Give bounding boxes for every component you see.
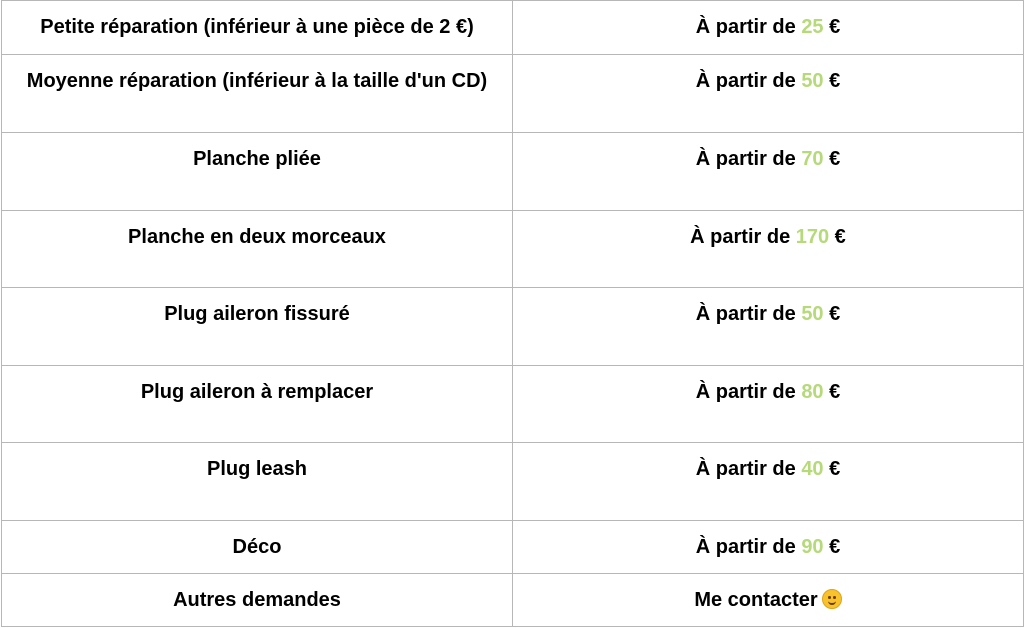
service-cell: Déco <box>2 521 513 574</box>
price-amount: 90 <box>801 536 824 558</box>
service-cell: Plug aileron à remplacer <box>2 366 513 443</box>
price-currency: € <box>823 70 841 92</box>
price-amount: 170 <box>795 226 830 248</box>
price-amount: 50 <box>801 303 824 325</box>
service-cell: Moyenne réparation (inférieur à la taille d'un CD) <box>2 55 513 133</box>
service-cell: Planche en deux morceaux <box>2 211 513 288</box>
table-row <box>2 133 1024 211</box>
price-prefix: À partir de <box>695 458 802 480</box>
price-currency: € <box>823 303 841 325</box>
price-amount: 40 <box>801 458 824 480</box>
price-prefix: À partir de <box>695 381 802 403</box>
price-amount: 70 <box>801 148 824 170</box>
table-row <box>2 288 1024 366</box>
price-prefix: À partir de <box>695 70 802 92</box>
table-row <box>2 574 1024 627</box>
table-row <box>2 443 1024 521</box>
contact-label: Me contacter <box>694 589 818 611</box>
price-amount: 80 <box>801 381 824 403</box>
price-currency: € <box>823 536 841 558</box>
price-currency: € <box>829 226 846 248</box>
table-row <box>2 521 1024 574</box>
price-cell <box>513 443 1024 521</box>
service-cell: Autres demandes <box>2 574 513 627</box>
contact-cell <box>513 574 1024 627</box>
price-cell <box>513 211 1024 288</box>
smiling-face-icon <box>822 589 842 609</box>
service-cell: Petite réparation (inférieur à une pièce de 2 €) <box>2 1 513 55</box>
table-row <box>2 366 1024 443</box>
price-currency: € <box>823 16 841 38</box>
price-currency: € <box>823 458 841 480</box>
price-cell <box>513 366 1024 443</box>
price-prefix: À partir de <box>695 303 802 325</box>
price-cell <box>513 521 1024 574</box>
price-currency: € <box>823 148 841 170</box>
price-prefix: À partir de <box>695 16 802 38</box>
price-cell <box>513 288 1024 366</box>
price-prefix: À partir de <box>695 536 802 558</box>
service-cell: Plug leash <box>2 443 513 521</box>
price-cell <box>513 133 1024 211</box>
price-amount: 25 <box>801 16 824 38</box>
price-prefix: À partir de <box>695 148 802 170</box>
table-row <box>2 211 1024 288</box>
table-row <box>2 55 1024 133</box>
price-cell <box>513 1 1024 55</box>
pricing-table <box>1 0 1024 627</box>
service-cell: Plug aileron fissuré <box>2 288 513 366</box>
price-amount: 50 <box>801 70 824 92</box>
price-cell <box>513 55 1024 133</box>
price-prefix: À partir de <box>690 226 796 248</box>
service-cell: Planche pliée <box>2 133 513 211</box>
table-row <box>2 1 1024 55</box>
price-currency: € <box>823 381 841 403</box>
